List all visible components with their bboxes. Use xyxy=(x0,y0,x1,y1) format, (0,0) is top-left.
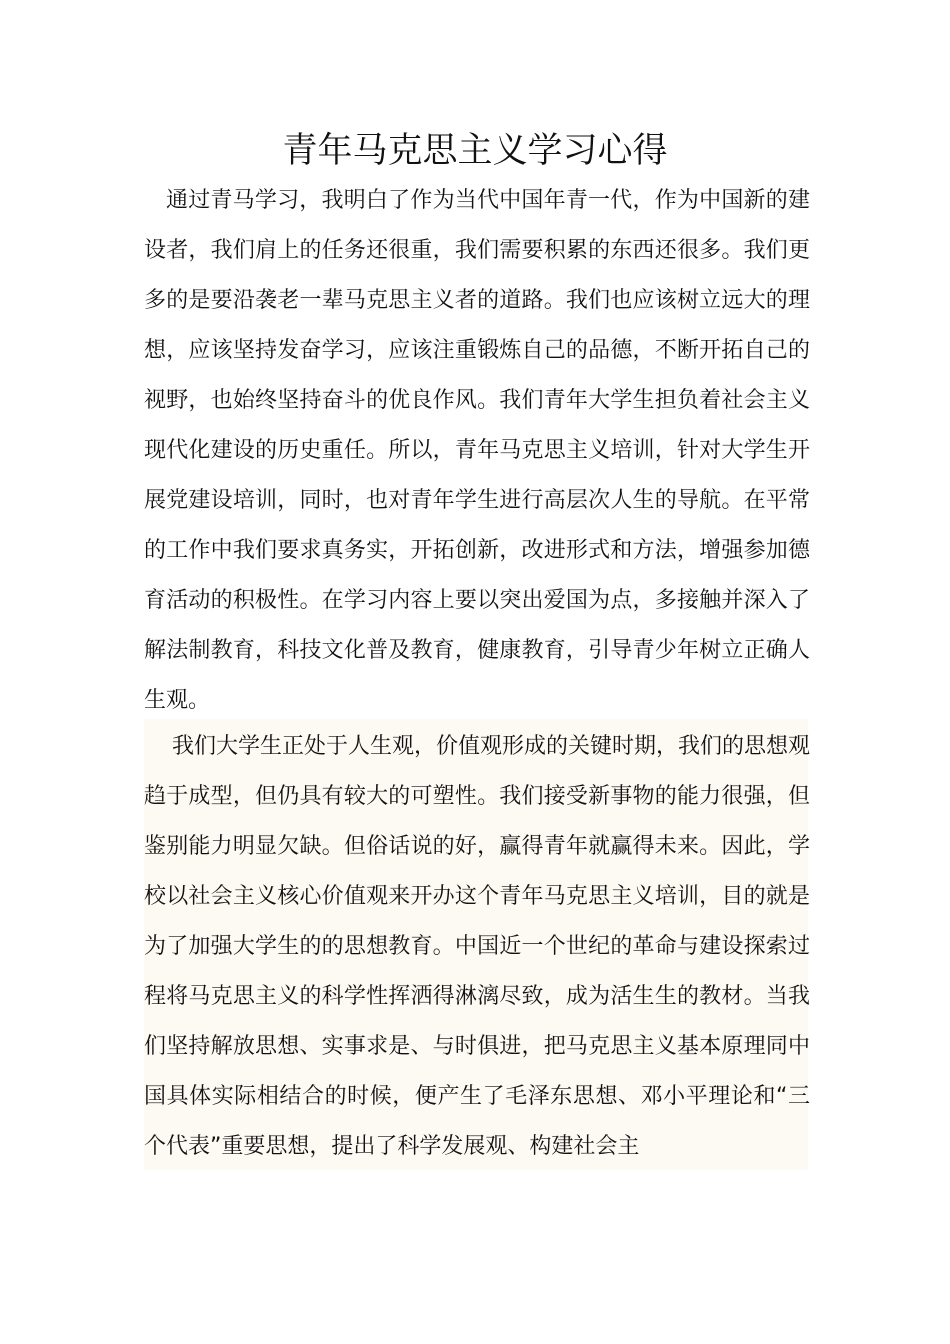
paragraph-2: 我们大学生正处于人生观，价值观形成的关键时期，我们的思想观趋于成型，但仍具有较大的可塑性。我们接受新事物的能力很强，但鉴别能力明显欠缺。但俗话说的好，赢得青年就赢得未来。因此，学校以社会主义核心价值观来开办这个青年马克思主义培训，目的就是为了加强大学生的的思想教育。中国近一个世纪的革命与建设探索过程将马克思主义的科学性挥洒得淋漓尽致，成为活生生的教材。当我们坚持解放思想、实事求是、与时俱进，把马克思主义基本原理同中国具体实际相结合的时候，便产生了毛泽东思想、邓小平理论和“三个代表”重要思想，提出了科学发展观、构建社会主 xyxy=(144,734,811,1159)
document-title: 青年马克思主义学习心得 xyxy=(282,131,668,171)
paragraph-1: 通过青马学习，我明白了作为当代中国年青一代，作为中国新的建设者，我们肩上的任务还很重，我们需要积累的东西还很多。我们更多的是要沿袭老一辈马克思主义者的道路。我们也应该树立远大的理想，应该坚持发奋学习，应该注重锻炼自己的品德，不断开拓自己的视野，也始终坚持奋斗的优良作风。我们青年大学生担负着社会主义现代化建设的历史重任。所以，青年马克思主义培训，针对大学生开展党建设培训，同时，也对青年学生进行高层次人生的导航。在平常的工作中我们要求真务实，开拓创新，改进形式和方法，增强参加德育活动的积极性。在学习内容上要以突出爱国为点，多接触并深入了解法制教育，科技文化普及教育，健康教育，引导青少年树立正确人生观。 xyxy=(144,188,810,713)
